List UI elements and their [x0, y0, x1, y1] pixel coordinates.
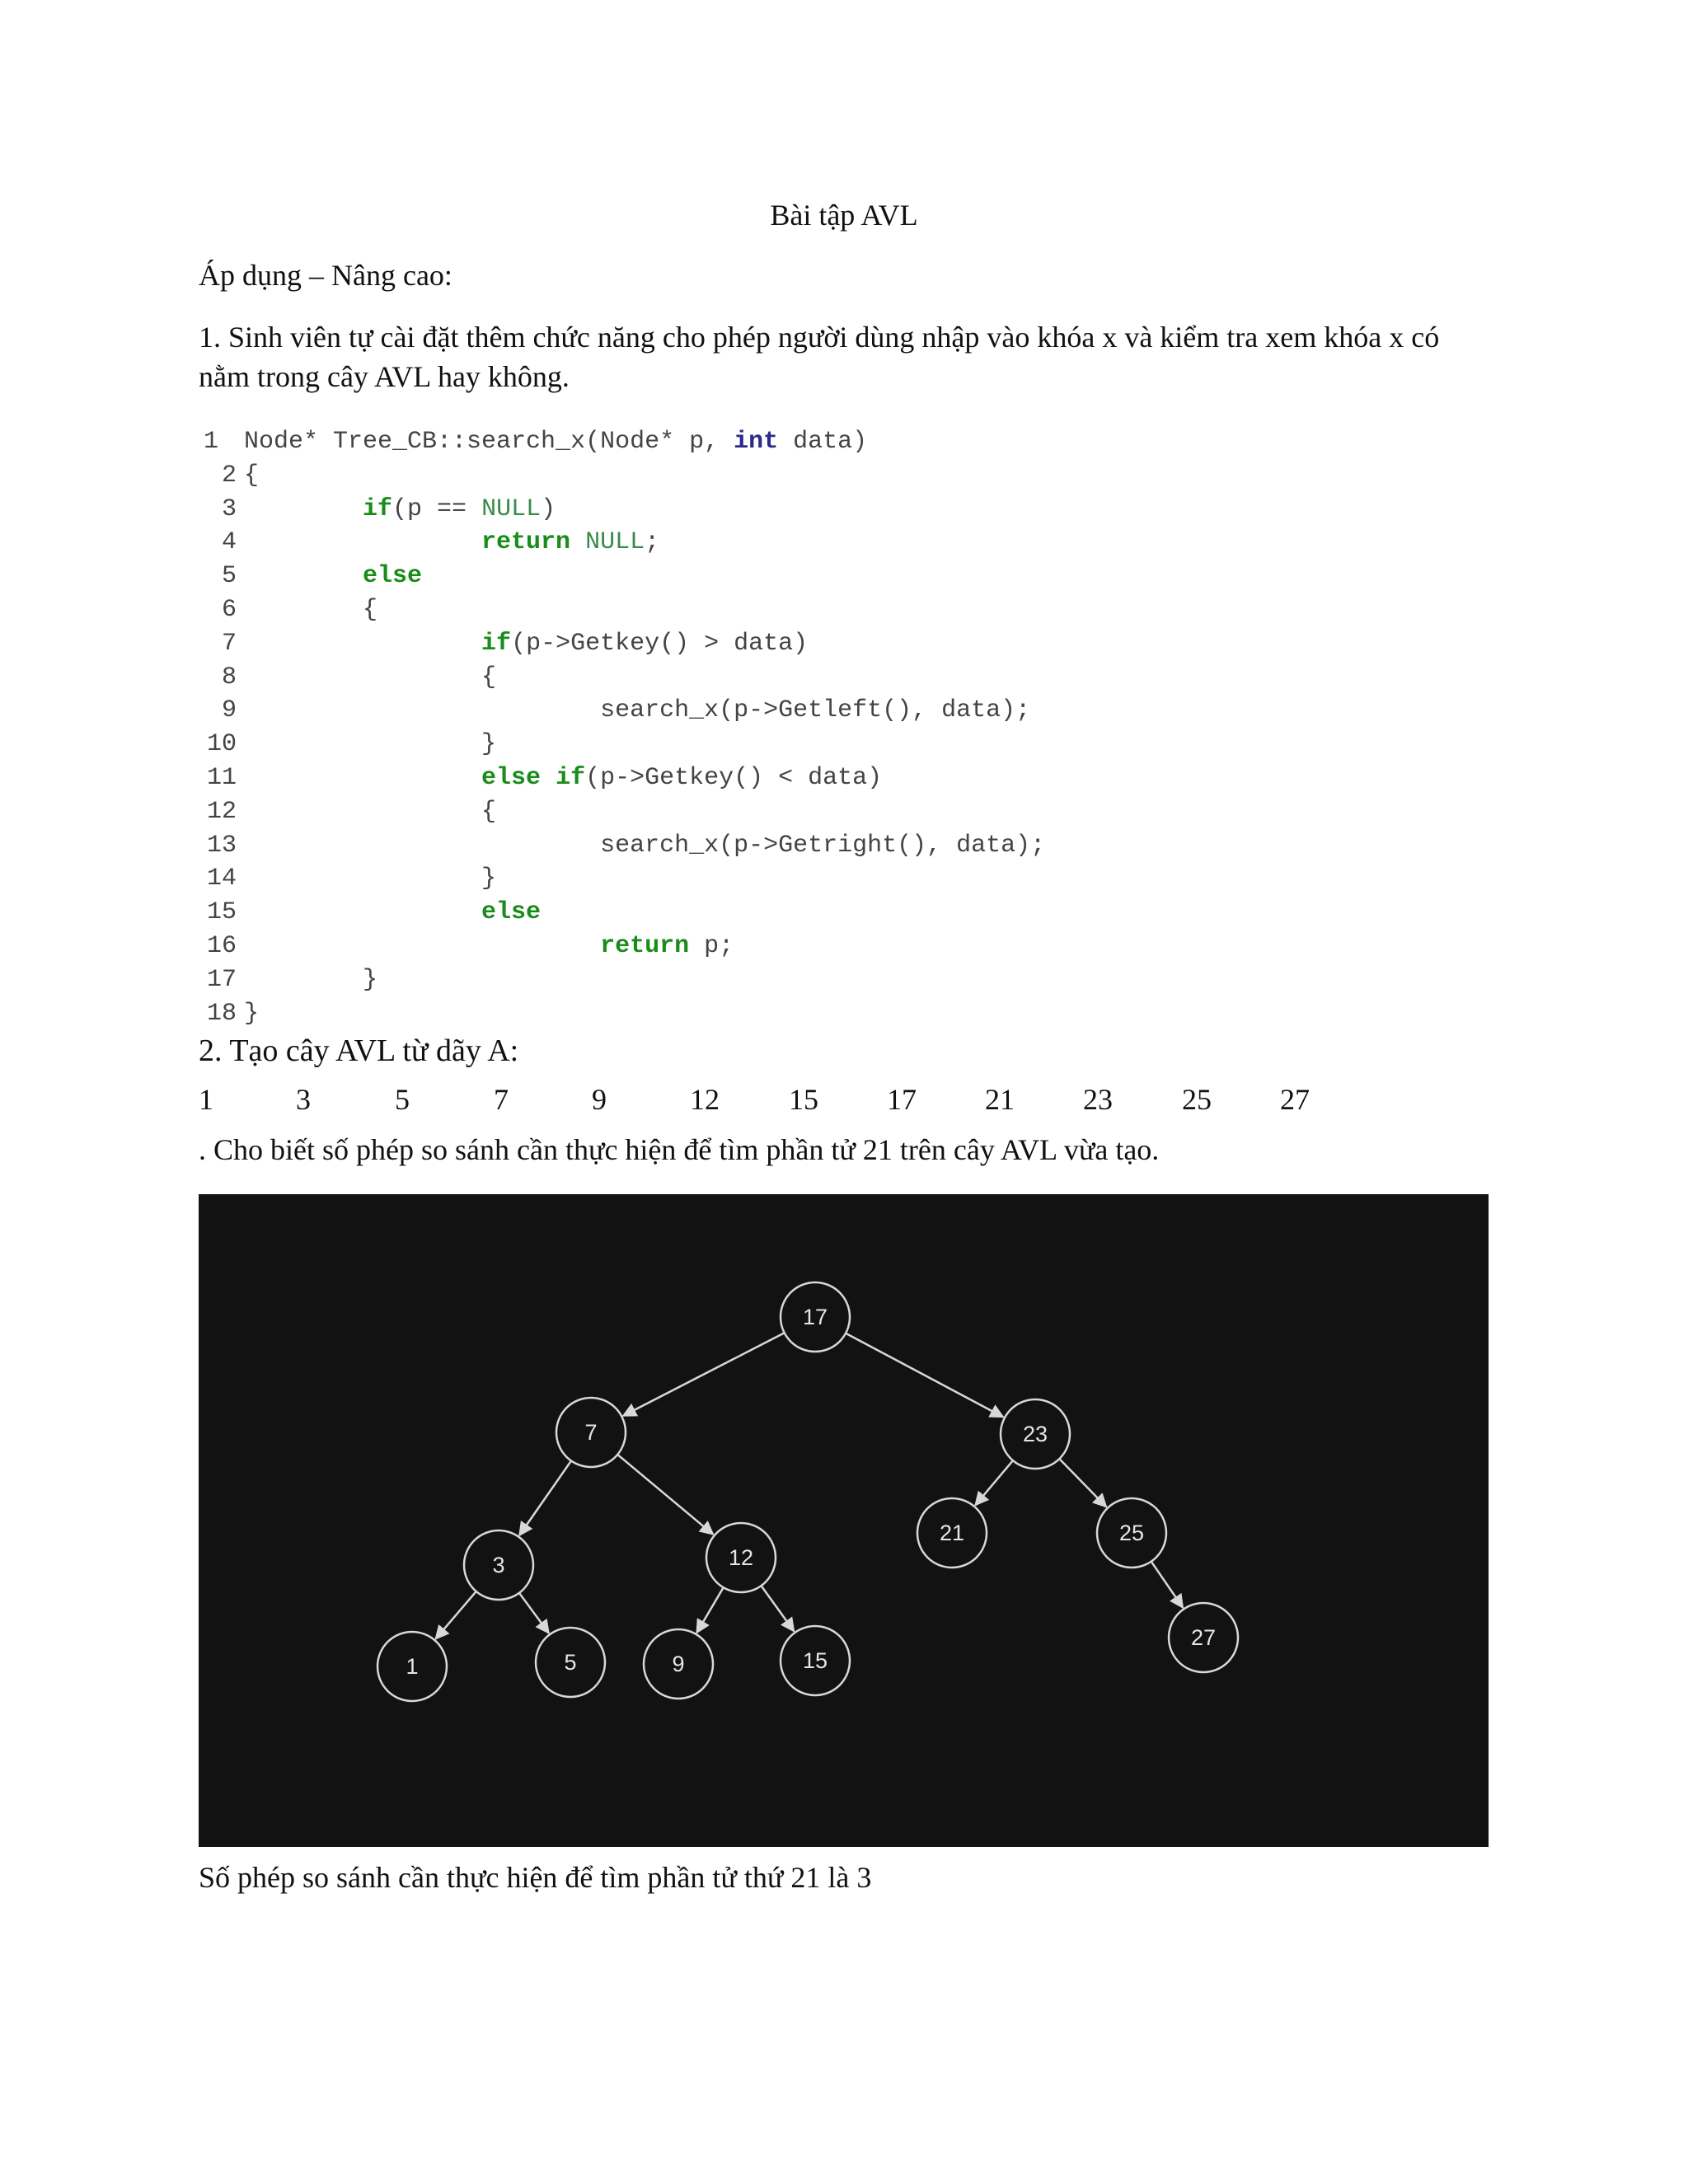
code-line-text: } — [244, 730, 497, 759]
tree-node-label: 17 — [802, 1305, 828, 1329]
code-line — [199, 526, 1435, 560]
code-line-number: 8 — [221, 663, 237, 691]
code-line-number: 10 — [206, 730, 237, 759]
sequence-item: 5 — [395, 1083, 410, 1116]
code-line-text: { — [244, 595, 378, 624]
sequence-item: 27 — [1280, 1083, 1310, 1116]
sequence-item: 21 — [985, 1083, 1015, 1116]
code-line-number: 13 — [206, 831, 237, 860]
sequence-item: 7 — [494, 1083, 509, 1116]
tree-node-label: 12 — [728, 1545, 754, 1570]
sequence-item: 1 — [199, 1083, 213, 1116]
tree-node-label: 3 — [492, 1553, 505, 1577]
tree-node-label: 21 — [939, 1521, 965, 1545]
tree-edge-3-1 — [436, 1591, 476, 1639]
sequence-item: 9 — [592, 1083, 607, 1116]
code-line-number: 7 — [221, 629, 237, 658]
question-2-heading: 2. Tạo cây AVL từ dãy A: — [199, 1033, 519, 1068]
tree-node-label: 23 — [1022, 1422, 1048, 1446]
code-line — [199, 593, 1435, 627]
code-line — [199, 493, 1435, 527]
tree-node-7 — [556, 1398, 626, 1467]
code-line — [199, 627, 1435, 661]
code-line — [199, 829, 1435, 863]
avl-tree-diagram — [199, 1194, 1489, 1847]
code-line-text: else — [481, 898, 542, 927]
question-1-text: 1. Sinh viên tự cài đặt thêm chức năng cho phép người dùng nhập vào khóa x và kiểm tra xem khóa x có nằm trong cây AVL hay không. — [199, 321, 1440, 393]
code-line-number: 9 — [221, 696, 237, 725]
tree-node-12 — [706, 1523, 776, 1592]
tree-edge-12-15 — [762, 1586, 795, 1631]
code-line — [199, 795, 1435, 829]
code-line-text: if(p->Getkey() > data) — [481, 629, 809, 658]
tree-node-label: 9 — [672, 1652, 685, 1676]
code-line — [199, 459, 1435, 493]
code-line-text: return NULL; — [481, 528, 660, 557]
code-line — [199, 728, 1435, 762]
tree-edge-23-21 — [975, 1460, 1013, 1505]
page-title: Bài tập AVL — [770, 199, 918, 232]
code-line-number: 12 — [206, 797, 237, 826]
tree-node-5 — [536, 1628, 605, 1697]
answer-text: Số phép so sánh cần thực hiện để tìm phần tử thứ 21 là 3 — [199, 1861, 872, 1894]
code-line-text: { — [244, 461, 260, 490]
tree-node-17 — [781, 1282, 850, 1352]
sequence-item: 15 — [789, 1083, 818, 1116]
tree-node-label: 7 — [584, 1420, 598, 1445]
tree-node-25 — [1097, 1498, 1166, 1568]
section-heading: Áp dụng – Nâng cao: — [199, 259, 452, 292]
code-line — [199, 425, 1435, 459]
code-line-number: 5 — [221, 562, 237, 591]
sequence-item: 23 — [1083, 1083, 1113, 1116]
code-line-text: else — [363, 562, 423, 591]
code-line-number: 11 — [206, 763, 237, 792]
code-line — [199, 862, 1435, 896]
code-line-text: } — [244, 865, 497, 893]
tree-node-label: 27 — [1190, 1625, 1217, 1650]
code-block — [199, 425, 1435, 1030]
code-line-number: 17 — [206, 965, 237, 994]
code-line — [199, 997, 1435, 1031]
sequence-item: 12 — [690, 1083, 720, 1116]
tree-node-label: 15 — [802, 1648, 828, 1673]
code-line-number: 6 — [221, 595, 237, 624]
tree-edge-7-3 — [519, 1460, 571, 1535]
sequence-a — [199, 1082, 1353, 1123]
tree-edge-25-27 — [1151, 1562, 1183, 1608]
tree-node-label: 5 — [564, 1650, 577, 1675]
tree-node-label: 1 — [406, 1654, 419, 1679]
code-line-text: search_x(p->Getright(), data); — [244, 831, 1046, 860]
tree-edge-12-9 — [696, 1587, 723, 1633]
tree-node-15 — [781, 1626, 850, 1695]
code-line-text: search_x(p->Getleft(), data); — [244, 696, 1031, 725]
code-line — [199, 661, 1435, 695]
code-line-number: 4 — [221, 528, 237, 557]
tree-node-21 — [917, 1498, 987, 1568]
code-line-text: if(p == NULL) — [363, 494, 556, 523]
code-line-number: 18 — [206, 999, 237, 1028]
question-2-text: . Cho biết số phép so sánh cần thực hiện để tìm phần tử 21 trên cây AVL vừa tạo. — [199, 1133, 1160, 1166]
sequence-item: 25 — [1182, 1083, 1212, 1116]
code-line — [199, 963, 1435, 997]
code-line-text: Node* Tree_CB::search_x(Node* p, int data) — [244, 428, 868, 456]
code-line — [199, 694, 1435, 728]
sequence-item: 3 — [296, 1083, 311, 1116]
tree-edge-17-7 — [623, 1333, 785, 1416]
code-line-text: } — [244, 999, 260, 1028]
avl-tree-figure — [199, 1194, 1489, 1847]
code-line-number: 3 — [221, 494, 237, 523]
code-line-number: 15 — [206, 898, 237, 927]
tree-node-3 — [464, 1530, 533, 1600]
tree-node-label: 25 — [1118, 1521, 1145, 1545]
code-line-text: { — [244, 797, 497, 826]
tree-edge-23-25 — [1059, 1459, 1106, 1507]
code-line — [199, 896, 1435, 930]
tree-node-27 — [1169, 1603, 1238, 1672]
sequence-item: 17 — [887, 1083, 917, 1116]
code-line — [199, 560, 1435, 593]
code-line-number: 2 — [221, 461, 237, 490]
code-line-text: { — [244, 663, 497, 691]
code-line-number: 14 — [206, 865, 237, 893]
code-line — [199, 930, 1435, 963]
tree-edge-7-12 — [617, 1455, 713, 1535]
tree-node-1 — [377, 1632, 447, 1701]
code-line-text: else if(p->Getkey() < data) — [481, 763, 883, 792]
tree-edge-17-23 — [846, 1333, 1003, 1418]
code-line-text: return p; — [600, 931, 734, 960]
tree-node-23 — [1001, 1399, 1070, 1469]
code-line-text: } — [244, 965, 378, 994]
code-line-number: 16 — [206, 931, 237, 960]
tree-edge-3-5 — [519, 1593, 549, 1633]
code-line-number: 1 — [204, 428, 219, 456]
tree-node-9 — [644, 1629, 713, 1699]
code-line — [199, 762, 1435, 795]
